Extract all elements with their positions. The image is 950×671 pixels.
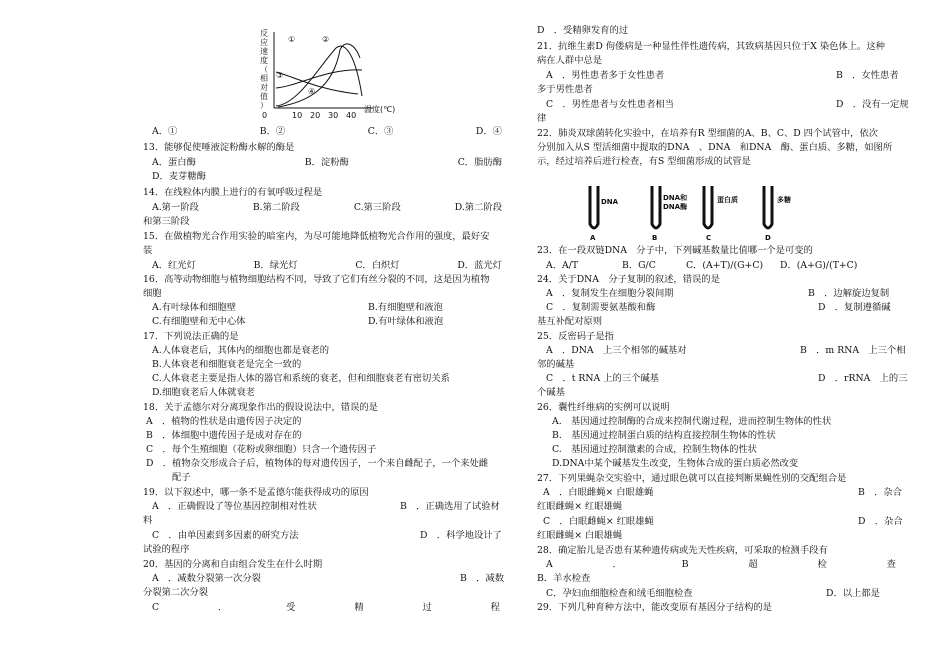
tube-c-content: 蛋白质: [717, 196, 738, 204]
q13-option-c: C．脂肪酶: [457, 157, 502, 168]
q25-option-b-cont: 邻的碱基: [537, 359, 575, 370]
graph-xtick-40: 40: [346, 111, 357, 120]
q14-option-c: C.第三阶段: [353, 202, 401, 213]
q15-options: [152, 259, 502, 273]
q21-option-b-cont: 多于男性患者: [537, 84, 593, 95]
q13-stem: 13．能够促使唾液淀粉酶水解的酶是: [143, 142, 295, 153]
q13-options: [152, 156, 502, 170]
q28-option-c: C．孕妇血细胞检查和绒毛细胞检查: [546, 588, 693, 599]
tube-a-letter: A: [590, 234, 596, 242]
q20-c-char-2: 受: [286, 602, 296, 613]
graph-ylabel-4: （: [260, 65, 268, 74]
q17-stem: 17．下列说法正确的是: [143, 331, 239, 342]
tube-d-content: 多糖: [777, 196, 791, 204]
q15-option-d: D．蓝光灯: [457, 260, 502, 271]
q26-option-b: B. 基因通过控制蛋白质的结构直接控制生物体的性状: [552, 430, 776, 441]
test-tubes-figure: [584, 182, 814, 242]
q28-a-char-2: B: [681, 559, 689, 570]
q18-stem: 18．关于孟德尔对分离现象作出的假设说法中，错误的是: [143, 402, 378, 413]
q16-option-a: A.有叶绿体和细胞壁: [152, 302, 237, 313]
graph-ylabel-6: 对: [260, 83, 268, 92]
curve-label-2: ②: [322, 35, 330, 44]
q27-option-a: A ．白眼雌蝇× 白眼雄蝇: [543, 487, 654, 498]
q19-option-d: D ．科学地设计了: [420, 530, 502, 541]
q15-stem-1: 15．在做植物光合作用实验的暗室内，为尽可能地降低植物光合作用的强度，最好安: [143, 231, 490, 242]
q18-option-d-cont: 配子: [172, 472, 191, 483]
graph-xtick-20: 20: [310, 111, 321, 120]
q27-stem: 27．下列果蝇杂交实验中，通过眼色就可以直接判断果蝇性别的交配组合是: [537, 473, 847, 484]
q24-stem: 24．关于DNA 分子复制的叙述，错误的是: [537, 274, 720, 285]
tube-b: [652, 186, 687, 242]
q18-option-c: C ．每个生殖细胞（花粉或卵细胞）只含一个遗传因子: [146, 444, 377, 455]
curve-label-1: ①: [288, 35, 296, 44]
q20-c-char-4: 过: [422, 602, 432, 613]
graph-origin: 0: [262, 111, 268, 120]
q22-stem-1: 22．肺炎双球菌转化实验中，在培养有R 型细菌的A、B、C、D 四个试管中，依次: [537, 128, 879, 139]
q20-stem: 20．基因的分离和自由组合发生在什么时期: [143, 559, 323, 570]
q28-option-d: D．以上都是: [826, 588, 880, 599]
q28-option-a: [546, 558, 896, 572]
q18-option-d: D ．植物杂交形成合子后，植物体的每对遗传因子，一个来自雌配子，一个来处雌: [146, 458, 489, 469]
q25-option-b: B ．m RNA 上三个相: [800, 345, 906, 356]
q14-option-d-cont: 和第三阶段: [143, 216, 190, 227]
q25-option-a: A ．DNA 上三个相邻的碱基对: [546, 345, 687, 356]
tube-a-content: DNA: [601, 198, 619, 206]
q21-stem-2: 病在人群中总是: [537, 55, 603, 66]
q25-stem: 25．反密码子是指: [537, 331, 614, 342]
q12-option-c: C．③: [367, 126, 394, 137]
q25-option-d: D ．rRNA 上的三: [818, 373, 908, 384]
graph-ylabel-0: 反: [260, 29, 268, 38]
q27-option-b-cont: 红眼雌蝇× 红眼雄蝇: [537, 501, 623, 512]
q24-option-c: C ．复制需要氨基酸和酶: [546, 302, 656, 313]
q14-stem: 14．在线粒体内膜上进行的有氧呼吸过程是: [143, 187, 323, 198]
graph-ylabel-8: ）: [260, 101, 268, 110]
q16-option-d: D.有叶绿体和液泡: [368, 316, 444, 327]
q15-stem-2: 装: [143, 245, 153, 256]
q20-option-b: B ．减数: [460, 573, 505, 584]
q24-option-b: B ．边解旋边复制: [808, 288, 890, 299]
q19-option-c: C ．由单因素到多因素的研究方法: [152, 530, 299, 541]
tube-b-content: DNA和: [663, 194, 688, 202]
tube-c-letter: C: [706, 234, 712, 242]
q16-stem-1: 16．高等动物细胞与植物细胞结构不同，导致了它们有丝分裂的不同，这是因为植物: [143, 274, 490, 285]
q28-stem: 28．确定胎儿是否患有某种遗传病或先天性疾病，可采取的检测手段有: [537, 545, 828, 556]
q26-stem: 26．囊性纤维病的实例可以说明: [537, 402, 670, 413]
q28-a-char-1: ．: [612, 559, 622, 570]
q12-options: [152, 125, 502, 139]
q28-a-char-5: 查: [886, 559, 896, 570]
q27-option-c: C ．白眼雌蝇× 红眼雄蝇: [543, 516, 654, 527]
q25-option-c: C ．t RNA 上的三个碱基: [546, 373, 659, 384]
q14-option-d: D.第二阶段: [454, 202, 502, 213]
graph-ylabel-5: 相: [260, 74, 268, 83]
q18-option-a: A ．植物的性状是由遗传因子决定的: [146, 416, 302, 427]
q24-option-d: D ．复制遵循碱: [818, 302, 891, 313]
q19-option-b-cont: 料: [143, 515, 153, 526]
curve-4: [276, 70, 362, 88]
q18-option-b: B ．体细胞中遗传因子是成对存在的: [146, 430, 302, 441]
q20-c-char-1: ．: [217, 602, 228, 613]
q13-option-d: D．麦芽糖酶: [152, 171, 206, 182]
curve-label-3: ③: [276, 71, 284, 80]
graph-xtick-30: 30: [328, 111, 339, 120]
tube-b-content-2: DNA酶: [663, 203, 688, 211]
q20-option-b-cont: 分裂第二次分裂: [143, 587, 209, 598]
tube-b-letter: B: [652, 234, 658, 242]
q21-option-d: D ．没有一定规: [836, 99, 909, 110]
q29-stem: 29．下列几种育种方法中，能改变原有基因分子结构的是: [537, 602, 772, 613]
q28-option-b: B．羊水检查: [537, 573, 591, 584]
q28-a-char-3: 超: [748, 559, 758, 570]
enzyme-temperature-graph: [258, 28, 418, 126]
q24-option-a: A ．复制发生在细胞分裂间期: [546, 288, 674, 299]
q17-option-d: D.细胞衰老后人体就衰老: [152, 387, 256, 398]
q14-options: [152, 201, 502, 215]
q12-option-a: A．①: [152, 126, 178, 137]
q19-option-d-cont: 试验的程序: [143, 544, 190, 555]
q27-option-d-cont: 红眼雌蝇× 白眼雄蝇: [537, 530, 623, 541]
q25-option-d-cont: 个碱基: [537, 387, 565, 398]
graph-xlabel: 温度(℃): [364, 105, 396, 114]
q15-option-c: C．白炽灯: [355, 260, 400, 271]
q23-stem: 23．在一段双链DNA 分子中，下列碱基数量比值哪一个是可变的: [537, 245, 813, 256]
q23-option-d: D．(A+G)/(T+C): [780, 260, 858, 271]
graph-xtick-10: 10: [292, 111, 303, 120]
q16-stem-2: 细胞: [143, 288, 162, 299]
q16-option-b: B.有细胞壁和液泡: [368, 302, 443, 313]
q23-option-a: A．A/T: [546, 260, 579, 271]
q21-stem-1: 21．抗维生素D 佝偻病是一种显性伴性遗传病，其致病基因只位于X 染色体上。这种: [537, 41, 885, 52]
tube-d-letter: D: [765, 234, 771, 242]
graph-ylabel-1: 应: [260, 38, 268, 47]
q26-option-a: A. 基因通过控制酶的合成来控制代谢过程，进而控制生物体的性状: [552, 416, 832, 427]
graph-ylabel-2: 速: [260, 47, 268, 56]
q26-option-d: D.DNA中某个碱基发生改变，生物体合成的蛋白质必然改变: [552, 458, 799, 469]
q22-stem-3: 示，经过培养后进行检查，有S 型细菌形成的试管是: [537, 156, 751, 167]
tube-a: [590, 186, 619, 242]
q15-option-a: A．红光灯: [152, 260, 196, 271]
q22-stem-2: 分别加入从S 型活细菌中提取的DNA 、DNA 和DNA 酶、蛋白质、多糖，如图所: [537, 142, 893, 153]
q20-c-char-5: 程: [490, 602, 500, 613]
q27-option-d: D ．杂合: [858, 516, 903, 527]
q20-c-char-3: 精: [354, 602, 364, 613]
q17-option-a: A.人体衰老后，其体内的细胞也都是衰老的: [152, 345, 330, 356]
q27-option-b: B ．杂合: [858, 487, 903, 498]
curve-label-4: ④: [308, 87, 316, 96]
tube-c: [704, 186, 738, 242]
q14-option-b: B.第二阶段: [252, 202, 300, 213]
q28-a-char-4: 检: [817, 559, 827, 570]
q20-option-c: [152, 601, 500, 615]
q12-option-b: B．②: [259, 126, 286, 137]
q24-option-d-cont: 基互补配对原则: [537, 316, 603, 327]
q21-option-c: C ．男性患者与女性患者相当: [546, 99, 674, 110]
q17-option-c: C.人体衰老主要是指人体的器官和系统的衰老，但和细胞衰老有密切关系: [152, 373, 450, 384]
q23-option-b: B．G/C: [622, 260, 656, 271]
q26-option-c: C. 基因通过控制激素的合成，控制生物体的性状: [552, 444, 757, 455]
q19-option-a: A ．正确假设了等位基因控制相对性状: [152, 501, 317, 512]
q28-a-char-0: A: [546, 559, 553, 570]
q21-option-d-cont: 律: [537, 113, 547, 124]
q13-option-a: A．蛋白酶: [152, 157, 196, 168]
q12-option-d: D．④: [475, 126, 502, 137]
q21-option-b: B ．女性患者: [836, 70, 899, 81]
tube-d: [764, 186, 791, 242]
q17-option-b: B.人体衰老和细胞衰老是完全一致的: [152, 359, 302, 370]
q20-option-a: A ．减数分裂第一次分裂: [152, 573, 261, 584]
q15-option-b: B．绿光灯: [253, 260, 298, 271]
graph-ylabel-3: 度: [260, 56, 268, 65]
q21-option-a: A ．男性患者多于女性患者: [546, 70, 665, 81]
q19-option-b: B ．正确选用了试验材: [400, 501, 500, 512]
q14-option-a: A.第一阶段: [152, 202, 199, 213]
q13-option-b: B．淀粉酶: [304, 157, 349, 168]
graph-ylabel-7: 值: [260, 92, 268, 101]
q23-option-c: C．(A+T)/(G+C): [686, 260, 764, 271]
q20-option-d-cont: D ．受精卵发育的过: [537, 25, 629, 36]
q16-option-c: C.有细胞壁和无中心体: [152, 316, 246, 327]
curve-2: [278, 44, 360, 107]
q20-c-char-0: C: [152, 602, 160, 613]
curve-3: [276, 72, 358, 94]
q19-stem: 19．以下叙述中，哪一条不是孟德尔能获得成功的原因: [143, 487, 369, 498]
